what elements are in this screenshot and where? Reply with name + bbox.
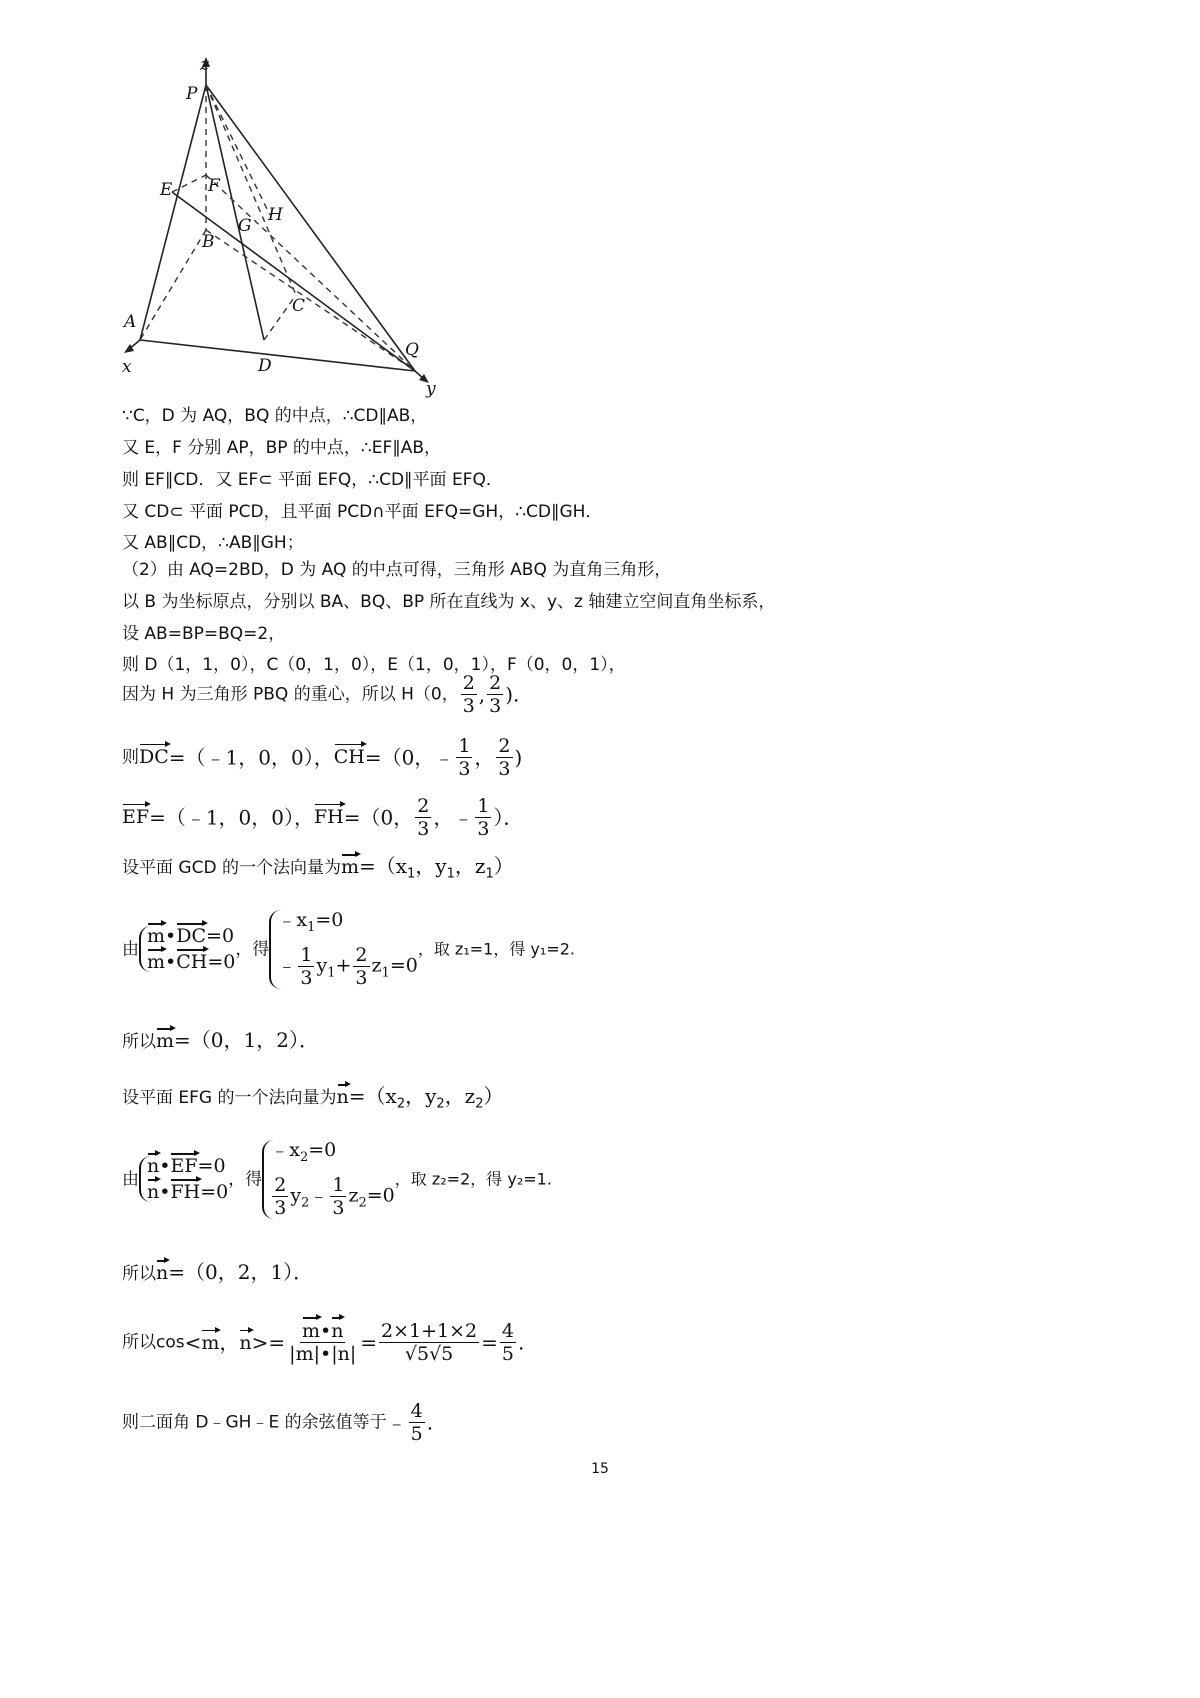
part2-line-2: 以 B 为坐标原点，分别以 BA、BQ、BP 所在直线为 x、y、z 轴建立空间直角坐标系， — [122, 592, 776, 612]
frac-two-thirds-a: $\frac{2}{3}$ — [462, 672, 475, 717]
frac-one-third: $\frac{1}{3}$ — [458, 735, 471, 780]
label-x: x — [122, 357, 132, 377]
normal-n-definition: 设平面 EFG 的一个法向量为$n=(x_2$，$y_2$，$z_2$） — [122, 1084, 504, 1112]
vectors-ef-fh-line: EF=（﹣1，0，0），FH=（0， $\frac{2}{3}$ ，﹣ $\frac{1}{3}$ ）． — [122, 795, 524, 840]
frac-four-fifths: $\frac{4}{5}$ — [501, 1320, 514, 1365]
normal-n-value: 所以n=（0，2，1）． — [122, 1260, 314, 1284]
proof-line-2: 又 E，F 分别 AP，BP 的中点，∴EF∥AB， — [122, 438, 442, 458]
system-2: 由 n•EF=0 n•FH=0 ，得 $﹣x_2=0$ $\frac{2}{3}$ $y_2﹣$ $\frac{1}{3}$ $z_2=0$ ，取 z₂=2，得 y₂=1. — [122, 1139, 552, 1219]
frac-two-thirds-b: $\frac{2}{3}$ — [489, 672, 502, 717]
page-number: 15 — [591, 1461, 609, 1477]
centroid-text: 因为 H 为三角形 PBQ 的重心，所以 H（0， — [122, 684, 459, 705]
part2-line-3: 设 AB=BP=BQ=2， — [122, 624, 286, 644]
frac-one-third-b: $\frac{1}{3}$ — [477, 795, 490, 840]
frac-answer: $\frac{4}{5}$ — [410, 1400, 423, 1445]
label-A: A — [124, 312, 137, 332]
pyramid-figure — [120, 55, 460, 400]
label-D: D — [258, 356, 272, 376]
frac-two-thirds: $\frac{2}{3}$ — [498, 735, 511, 780]
vector-FH: FH — [314, 805, 344, 828]
proof-line-5: 又 AB∥CD，∴AB∥GH； — [122, 533, 304, 553]
label-z: z — [200, 55, 209, 75]
label-F: F — [208, 176, 220, 196]
part2-line-1: （2）由 AQ=2BD，D 为 AQ 的中点可得，三角形 ABQ 为直角三角形， — [122, 560, 672, 580]
proof-line-3: 则 EF∥CD．又 EF⊂ 平面 EFQ，∴CD∥平面 EFQ． — [122, 470, 503, 490]
system-1: 由 m•DC=0 m•CH=0 ，得 $﹣x_1=0$ ﹣ $\frac{1}{3}$ $y_1+$ $\frac{2}{3}$ $z_1=0$ ，取 z₁=1，得 y₁=2. — [122, 909, 575, 989]
vector-n: n — [336, 1086, 349, 1108]
vector-CH: CH — [333, 745, 365, 768]
frac-cos-calc: $\frac{2\times 1+1\times 2}{√5√5}$ — [381, 1320, 478, 1365]
coords-line: 则 D（1，1，0），C（0，1，0），E（1，0，1），F（0，0，1）， — [122, 655, 626, 675]
label-B: B — [202, 232, 215, 252]
vector-EF: EF — [122, 805, 150, 828]
label-P: P — [186, 84, 198, 104]
label-G: G — [238, 216, 252, 236]
cosine-line: 所以cos<m，n>= $\frac{m•n}{|m|•|n|}$ = $\frac{2\times 1+1\times 2}{√5√5}$ = $\frac{4}{5}$ . — [122, 1320, 525, 1365]
proof-line-1: ∵C，D 为 AQ，BQ 的中点，∴CD∥AB， — [122, 406, 428, 426]
label-H: H — [268, 205, 283, 225]
proof-line-4: 又 CD⊂ 平面 PCD，且平面 PCD∩平面 EFQ=GH，∴CD∥GH． — [122, 502, 603, 522]
vector-m: m — [340, 856, 359, 878]
final-answer-line: 则二面角 D﹣GH﹣E 的余弦值等于﹣ $\frac{4}{5}$ . — [122, 1400, 434, 1445]
frac-cos-def: $\frac{m•n}{|m|•|n|}$ — [289, 1320, 357, 1365]
frac-two-thirds-c: $\frac{2}{3}$ — [417, 795, 430, 840]
label-Q: Q — [405, 340, 419, 360]
vectors-dc-ch-line: 则DC=（﹣1，0，0），CH=（0，﹣ $\frac{1}{3}$ ， $\frac{2}{3}$ ) — [122, 735, 523, 780]
label-E: E — [160, 180, 173, 200]
centroid-line: 因为 H 为三角形 PBQ 的重心，所以 H（0， $\frac{2}{3}$ , $\frac{2}{3}$ ). — [122, 672, 520, 717]
label-y: y — [426, 379, 436, 399]
normal-m-definition: 设平面 GCD 的一个法向量为$m=(x_1$，$y_1$，$z_1$） — [122, 854, 514, 882]
label-C: C — [292, 296, 306, 316]
vector-DC: DC — [139, 745, 169, 768]
normal-m-value: 所以m=（0，1，2）． — [122, 1028, 319, 1052]
